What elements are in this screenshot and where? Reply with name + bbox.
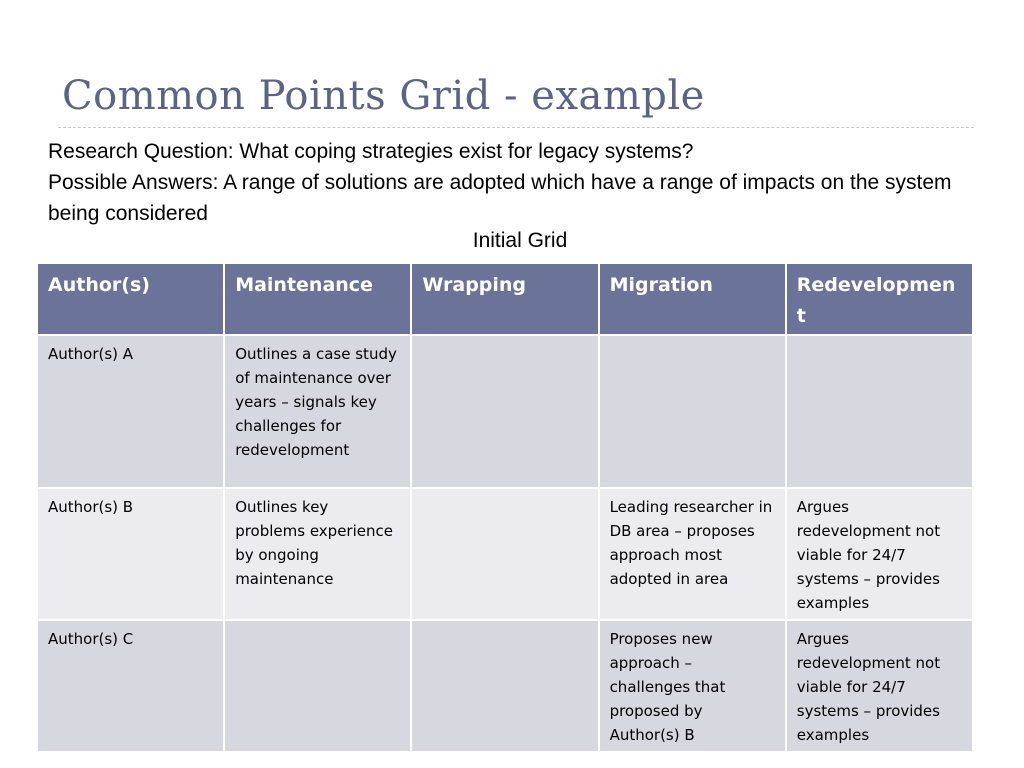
cell-migration bbox=[599, 335, 786, 488]
title-divider bbox=[58, 127, 974, 128]
slide-title: Common Points Grid - example bbox=[62, 73, 705, 119]
table-row-author-b bbox=[37, 488, 973, 620]
possible-answers: Possible Answers: A range of solutions are adopted which have a range of impacts on the system being considered bbox=[48, 171, 952, 225]
cell-author: Author(s) C bbox=[37, 620, 224, 752]
header-row bbox=[37, 263, 973, 335]
grid-caption: Initial Grid bbox=[472, 229, 568, 252]
body-text bbox=[48, 136, 998, 229]
cell-wrapping bbox=[411, 335, 598, 488]
table-row-author-c bbox=[37, 620, 973, 752]
cell-migration: Proposes new approach – challenges that proposed by Author(s) B bbox=[599, 620, 786, 752]
header-migration: Migration bbox=[599, 263, 786, 335]
cell-migration: Leading researcher in DB area – proposes approach most adopted in area bbox=[599, 488, 786, 620]
cell-author: Author(s) A bbox=[37, 335, 224, 488]
cell-maintenance bbox=[224, 620, 411, 752]
research-question: Research Question: What coping strategies exist for legacy systems? bbox=[48, 140, 694, 163]
cell-wrapping bbox=[411, 620, 598, 752]
cell-redevelopment: Argues redevelopment not viable for 24/7 systems – provides examples bbox=[786, 488, 973, 620]
common-points-grid bbox=[36, 262, 974, 753]
cell-redevelopment bbox=[786, 335, 973, 488]
cell-wrapping bbox=[411, 488, 598, 620]
cell-redevelopment: Argues redevelopment not viable for 24/7 systems – provides examples bbox=[786, 620, 973, 752]
header-wrapping: Wrapping bbox=[411, 263, 598, 335]
table-row-author-a bbox=[37, 335, 973, 488]
header-redevelopment: Redevelopment bbox=[786, 263, 973, 335]
cell-author: Author(s) B bbox=[37, 488, 224, 620]
header-maintenance: Maintenance bbox=[224, 263, 411, 335]
cell-maintenance: Outlines a case study of maintenance over years – signals key challenges for redevelopment bbox=[224, 335, 411, 488]
header-authors: Author(s) bbox=[37, 263, 224, 335]
cell-maintenance: Outlines key problems experience by ongoing maintenance bbox=[224, 488, 411, 620]
